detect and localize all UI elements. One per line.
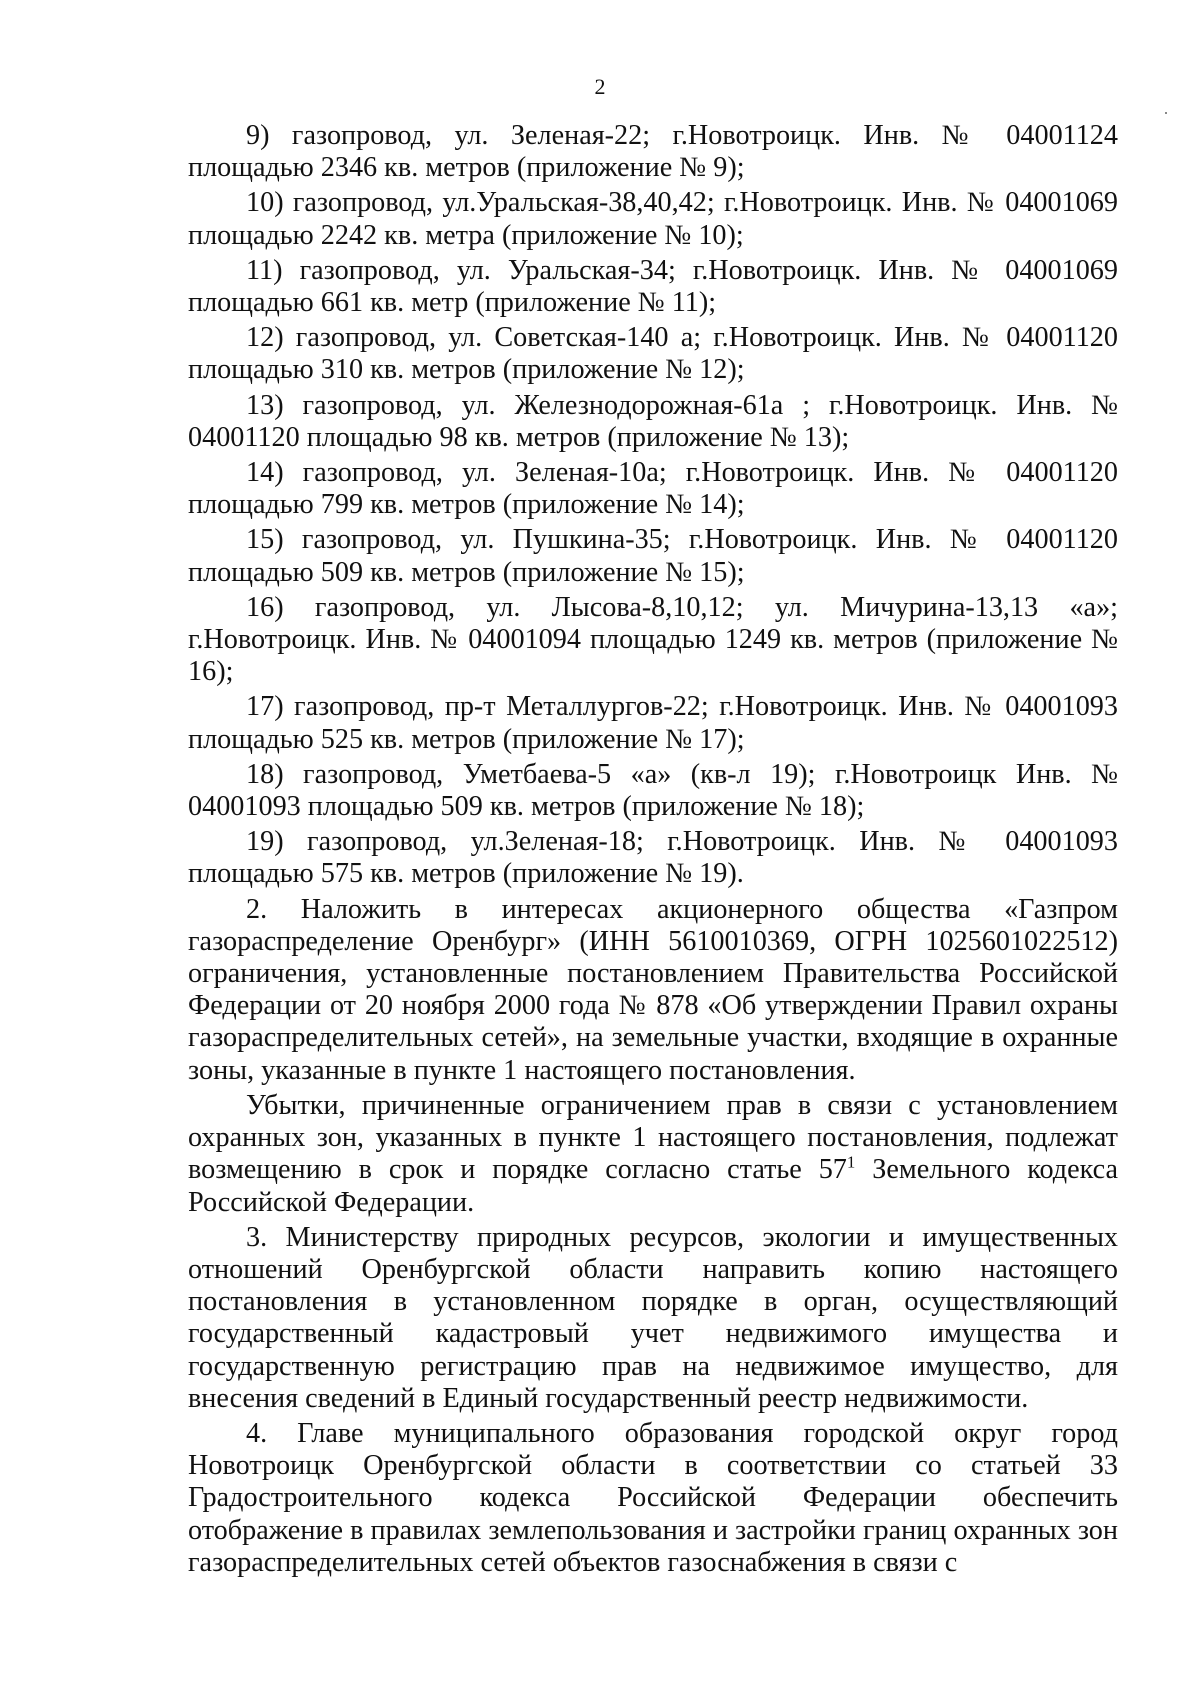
article-superscript: 1 [846, 1152, 856, 1172]
list-item-11: 11) газопровод, ул. Уральская-34; г.Новотроицк. Инв. № 04001069 площадью 661 кв. метр (приложение № 11); [188, 254, 1118, 319]
losses-text-before: Убытки, причиненные ограничением прав в связи с установлением охранных зон, указанных в пункте 1 настоящего постановления, подлежат возмещению в срок и порядке согласно статье 57 [188, 1089, 1118, 1186]
list-item-18: 18) газопровод, Уметбаева-5 «а» (кв-л 19); г.Новотроицк Инв. № 04001093 площадью 509 кв. метров (приложение № 18); [188, 758, 1118, 823]
losses-text-after: Земельного кодекса Российской Федерации. [188, 1154, 1118, 1218]
list-item-14: 14) газопровод, ул. Зеленая-10а; г.Новотроицк. Инв. № 04001120 площадью 799 кв. метров (приложение № 14); [188, 457, 1118, 521]
section-4-paragraph: 4. Главе муниципального образования городской округ город Новотроицк Оренбургской области в соответствии со статьей 33 Градостроительного кодекса Российской Федерации обеспечить отображение в правилах землепользования и застройки границ охранных зон газораспределительных сетей объектов газоснабжения в связи с [188, 1417, 1118, 1578]
section-2-paragraph: 2. Наложить в интересах акционерного общества «Газпром газораспределение Оренбург» (ИНН 5610010369, ОГРН 1025601022512) ограничения, установленные постановлением Правительства Российской Федерации от 20 ноября 2000 года № 878 «Об утверждении Правил охраны газораспределительных сетей», на земельные участки, входящие в охранные зоны, указанные в пункте 1 настоящего постановления. [188, 893, 1118, 1086]
list-item-12: 12) газопровод, ул. Советская-140 а; г.Новотроицк. Инв. № 04001120 площадью 310 кв. метров (приложение № 12); [188, 322, 1118, 386]
scan-speck [1165, 112, 1167, 114]
losses-paragraph [188, 1090, 1118, 1219]
list-item-15: 15) газопровод, ул. Пушкина-35; г.Новотроицк. Инв. № 04001120 площадью 509 кв. метров (приложение № 15); [188, 524, 1118, 588]
list-item-13: 13) газопровод, ул. Железнодорожная-61а ; г.Новотроицк. Инв. № 04001120 площадью 98 кв. метров (приложение № 13); [188, 389, 1118, 453]
list-item-9: 9) газопровод, ул. Зеленая-22; г.Новотроицк. Инв. № 04001124 площадью 2346 кв. метров (приложение № 9); [188, 120, 1118, 184]
list-item-10: 10) газопровод, ул.Уральская-38,40,42; г.Новотроицк. Инв. № 04001069 площадью 2242 кв. метра (приложение № 10); [188, 187, 1118, 251]
list-item-17: 17) газопровод, пр-т Металлургов-22; г.Новотроицк. Инв. № 04001093 площадью 525 кв. метров (приложение № 17); [188, 691, 1118, 755]
page-number: 2 [594, 74, 606, 99]
list-item-16: 16) газопровод, ул. Лысова-8,10,12; ул. Мичурина-13,13 «а»; г.Новотроицк. Инв. № 04001094 площадью 1249 кв. метров (приложение № 16); [188, 591, 1118, 688]
document-body [188, 120, 1118, 1579]
list-item-19: 19) газопровод, ул.Зеленая-18; г.Новотроицк. Инв. № 04001093 площадью 575 кв. метров (приложение № 19). [188, 826, 1118, 890]
section-3-paragraph: 3. Министерству природных ресурсов, экологии и имущественных отношений Оренбургской области направить копию настоящего постановления в установленном порядке в орган, осуществляющий государственный кадастровый учет недвижимого имущества и государственную регистрацию прав на недвижимое имущество, для внесения сведений в Единый государственный реестр недвижимости. [188, 1221, 1118, 1414]
